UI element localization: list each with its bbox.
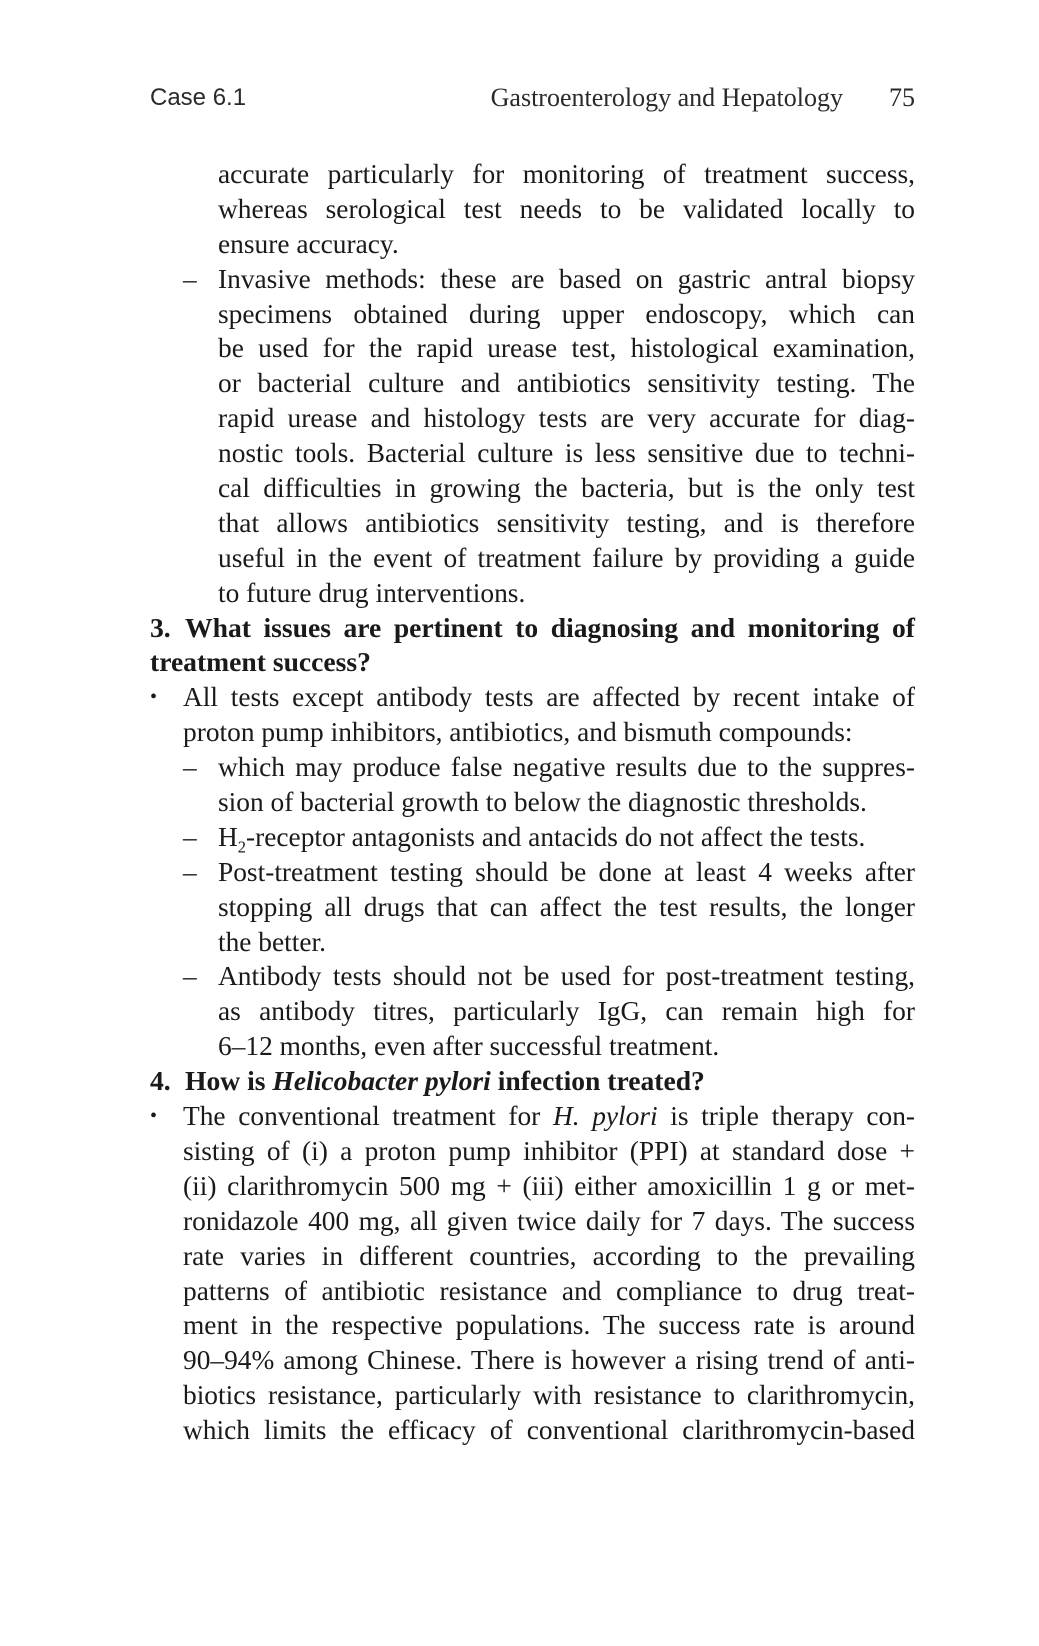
text-line: be used for the rapid urease test, histological examination, [218,333,915,364]
bullet-item-conventional-treatment [150,1099,915,1134]
text-line: stopping all drugs that can affect the test results, the longer [218,891,915,922]
text-line: specimens obtained during upper endoscopy, which can [218,298,915,329]
text-line: proton pump inhibitors, antibiotics, and bismuth compounds: [183,717,853,748]
text-span: is triple therapy con- [657,1101,916,1132]
section-title: Gastroenterology and Hepatology [490,83,843,112]
question-3-heading [150,611,915,646]
text-span: infection treated? [490,1065,705,1097]
text-line: patterns of antibiotic resistance and compliance to drug treat- [183,1275,915,1306]
italic-text: Helicobacter pylori [272,1065,491,1097]
text-span: Post-treatment testing should be done at least 4 weeks after [218,856,915,887]
text-line: useful in the event of treatment failure by providing a guide [218,542,915,573]
text-line: 6–12 months, even after successful treatment. [218,1031,720,1062]
text-line: that allows antibiotics sensitivity testing, and is therefore [218,507,915,538]
subscript: 2 [237,837,246,857]
text-span: How is [185,1065,273,1097]
bullet-marker: • [150,686,158,709]
question-4-heading [150,1064,915,1099]
text-line: the better. [218,926,326,957]
dash-item-invasive-methods [150,262,915,297]
question-number: 4. [150,1065,171,1097]
bullet-marker: • [150,1105,158,1128]
question-text [150,1064,915,1099]
page-body [150,157,915,1448]
dash-marker: – [183,821,197,852]
dash-item-antibody-tests [150,959,915,994]
dash-item-false-negative [150,750,915,785]
text-line: cal difficulties in growing the bacteria, but is the only test [218,473,915,504]
text-span: H [218,821,238,852]
text-span: which may produce false negative results due to the suppres- [218,752,915,783]
text-line: ensure accuracy. [218,228,399,259]
text-line: accurate particularly for monitoring of treatment success, [218,159,915,189]
question-number: 3. [150,611,171,643]
text-line: 90–94% among Chinese. There is however a rising trend of anti- [183,1345,915,1376]
page-number: 75 [889,83,915,112]
dash-item-h2-receptor [150,820,915,855]
question-3-heading-cont: treatment success? [150,646,371,678]
text-span: Antibody tests should not be used for post-treatment testing, [218,961,915,992]
dash-marker: – [183,961,197,992]
running-header [150,78,915,118]
text-line: or bacterial culture and antibiotics sensitivity testing. The [218,368,915,399]
text-span: Invasive methods: these are based on gastric antral biopsy [218,263,915,294]
text-line: rapid urease and histology tests are very accurate for diag- [218,403,915,434]
dash-marker: – [183,263,197,294]
text-line: sisting of (i) a proton pump inhibitor (PPI) at standard dose + [183,1135,915,1166]
text-span: The conventional treatment for [183,1101,553,1132]
text-line: ronidazole 400 mg, all given twice daily for 7 days. The success [183,1205,915,1236]
italic-text: H. pylori [552,1101,658,1132]
text-line: as antibody titres, particularly IgG, can remain high for [218,996,915,1027]
text-line: sion of bacterial growth to below the diagnostic thresholds. [218,787,867,818]
text-line: (ii) clarithromycin 500 mg + (iii) either amoxicillin 1 g or met- [183,1170,915,1201]
text-line: rate varies in different countries, according to the prevailing [183,1240,915,1271]
question-text: What issues are pertinent to diagnosing and monitoring of [185,611,915,643]
text-line: biotics resistance, particularly with resistance to clarithromycin, [183,1380,915,1411]
text-line: to future drug interventions. [218,577,526,608]
text-line: ment in the respective populations. The success rate is around [183,1310,915,1341]
dash-item-post-treatment [150,855,915,890]
text-line: whereas serological test needs to be validated locally to [218,193,915,224]
text-line: nostic tools. Bacterial culture is less sensitive due to techni- [218,438,915,469]
dash-marker: – [183,752,197,783]
dash-marker: – [183,856,197,887]
text-line: which limits the efficacy of conventional clarithromycin-based [183,1415,915,1446]
text-span: -receptor antagonists and antacids do not affect the tests. [246,821,866,852]
text-span: All tests except antibody tests are affected by recent intake of [183,682,915,713]
case-label: Case 6.1 [150,84,247,111]
bullet-item-tests-affected [150,680,915,715]
